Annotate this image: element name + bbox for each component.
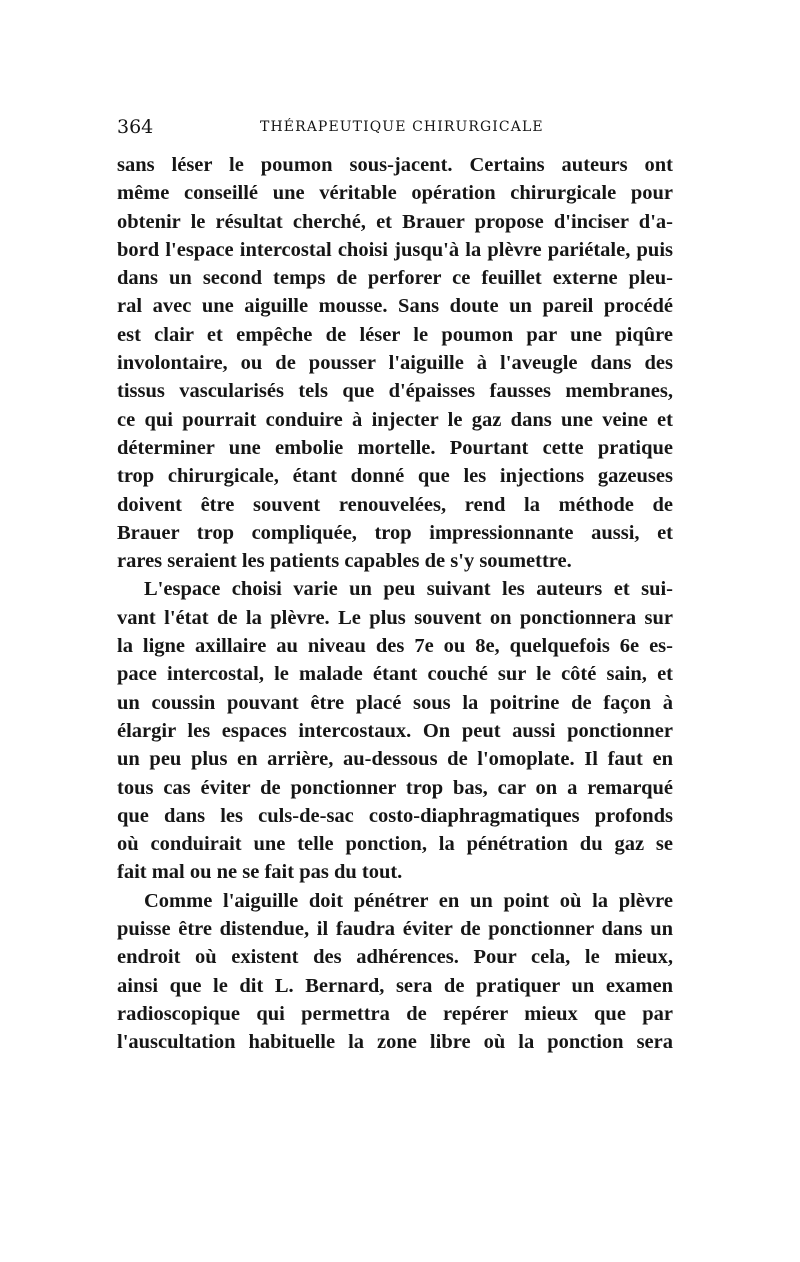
paragraph-2 xyxy=(117,575,673,886)
text-line: ral avec une aiguille mousse. Sans doute un pareil procédé xyxy=(117,295,673,318)
body-text xyxy=(117,151,673,1057)
text-line: doivent être souvent renouvelées, rend la méthode de xyxy=(117,493,673,516)
text-line: involontaire, ou de pousser l'aiguille à l'aveugle dans des xyxy=(117,352,673,375)
text-line: trop chirurgicale, étant donné que les injections gazeuses xyxy=(117,465,673,488)
page-header xyxy=(117,116,673,140)
text-line: sans léser le poumon sous-jacent. Certains auteurs ont xyxy=(117,154,673,176)
text-line: Comme l'aiguille doit pénétrer en un point où la plèvre xyxy=(144,889,673,912)
text-line: puisse être distendue, il faudra éviter de ponctionner dans un xyxy=(117,918,673,941)
text-line: radioscopique qui permettra de repérer mieux que par xyxy=(117,1002,673,1025)
text-line: vant l'état de la plèvre. Le plus souvent on ponctionnera sur xyxy=(117,606,673,629)
page-number: 364 xyxy=(117,116,154,138)
text-line: un coussin pouvant être placé sous la poitrine de façon à xyxy=(117,691,673,714)
text-line: bord l'espace intercostal choisi jusqu'à la plèvre pariétale, puis xyxy=(117,238,673,261)
text-line: endroit où existent des adhérences. Pour cela, le mieux, xyxy=(117,946,673,969)
text-line: est clair et empêche de léser le poumon par une piqûre xyxy=(117,323,673,346)
paragraph-3 xyxy=(117,887,673,1057)
text-line: ce qui pourrait conduire à injecter le gaz dans une veine et xyxy=(117,408,673,431)
text-line: élargir les espaces intercostaux. On peut aussi ponctionner xyxy=(117,719,673,742)
text-line: que dans les culs-de-sac costo-diaphragmatiques profonds xyxy=(117,804,673,827)
text-line: même conseillé une véritable opération chirurgicale pour xyxy=(117,182,673,205)
text-line: la ligne axillaire au niveau des 7e ou 8e, quelquefois 6e es- xyxy=(117,635,673,658)
text-line: L'espace choisi varie un peu suivant les auteurs et sui- xyxy=(144,578,673,601)
text-line: déterminer une embolie mortelle. Pourtant cette pratique xyxy=(117,436,673,459)
text-line: Brauer trop compliquée, trop impressionnante aussi, et xyxy=(117,521,673,544)
text-line: tissus vascularisés tels que d'épaisses fausses membranes, xyxy=(117,380,673,403)
text-line: tous cas éviter de ponctionner trop bas, car on a remarqué xyxy=(117,776,673,799)
text-line: dans un second temps de perforer ce feuillet externe pleu- xyxy=(117,267,673,290)
text-line: fait mal ou ne se fait pas du tout. xyxy=(117,861,403,884)
text-line: un peu plus en arrière, au-dessous de l'omoplate. Il faut en xyxy=(117,748,673,771)
text-line: rares seraient les patients capables de s'y soumettre. xyxy=(117,550,572,573)
text-line: pace intercostal, le malade étant couché sur le côté sain, et xyxy=(117,663,673,686)
text-line: l'auscultation habituelle la zone libre où la ponction sera xyxy=(117,1031,673,1054)
paragraph-1 xyxy=(117,151,673,575)
text-line: où conduirait une telle ponction, la pénétration du gaz se xyxy=(117,833,673,856)
running-head: THÉRAPEUTIQUE CHIRURGICALE xyxy=(260,119,544,135)
text-line: ainsi que le dit L. Bernard, sera de pratiquer un examen xyxy=(117,974,673,997)
text-line: obtenir le résultat cherché, et Brauer propose d'inciser d'a- xyxy=(117,210,673,233)
